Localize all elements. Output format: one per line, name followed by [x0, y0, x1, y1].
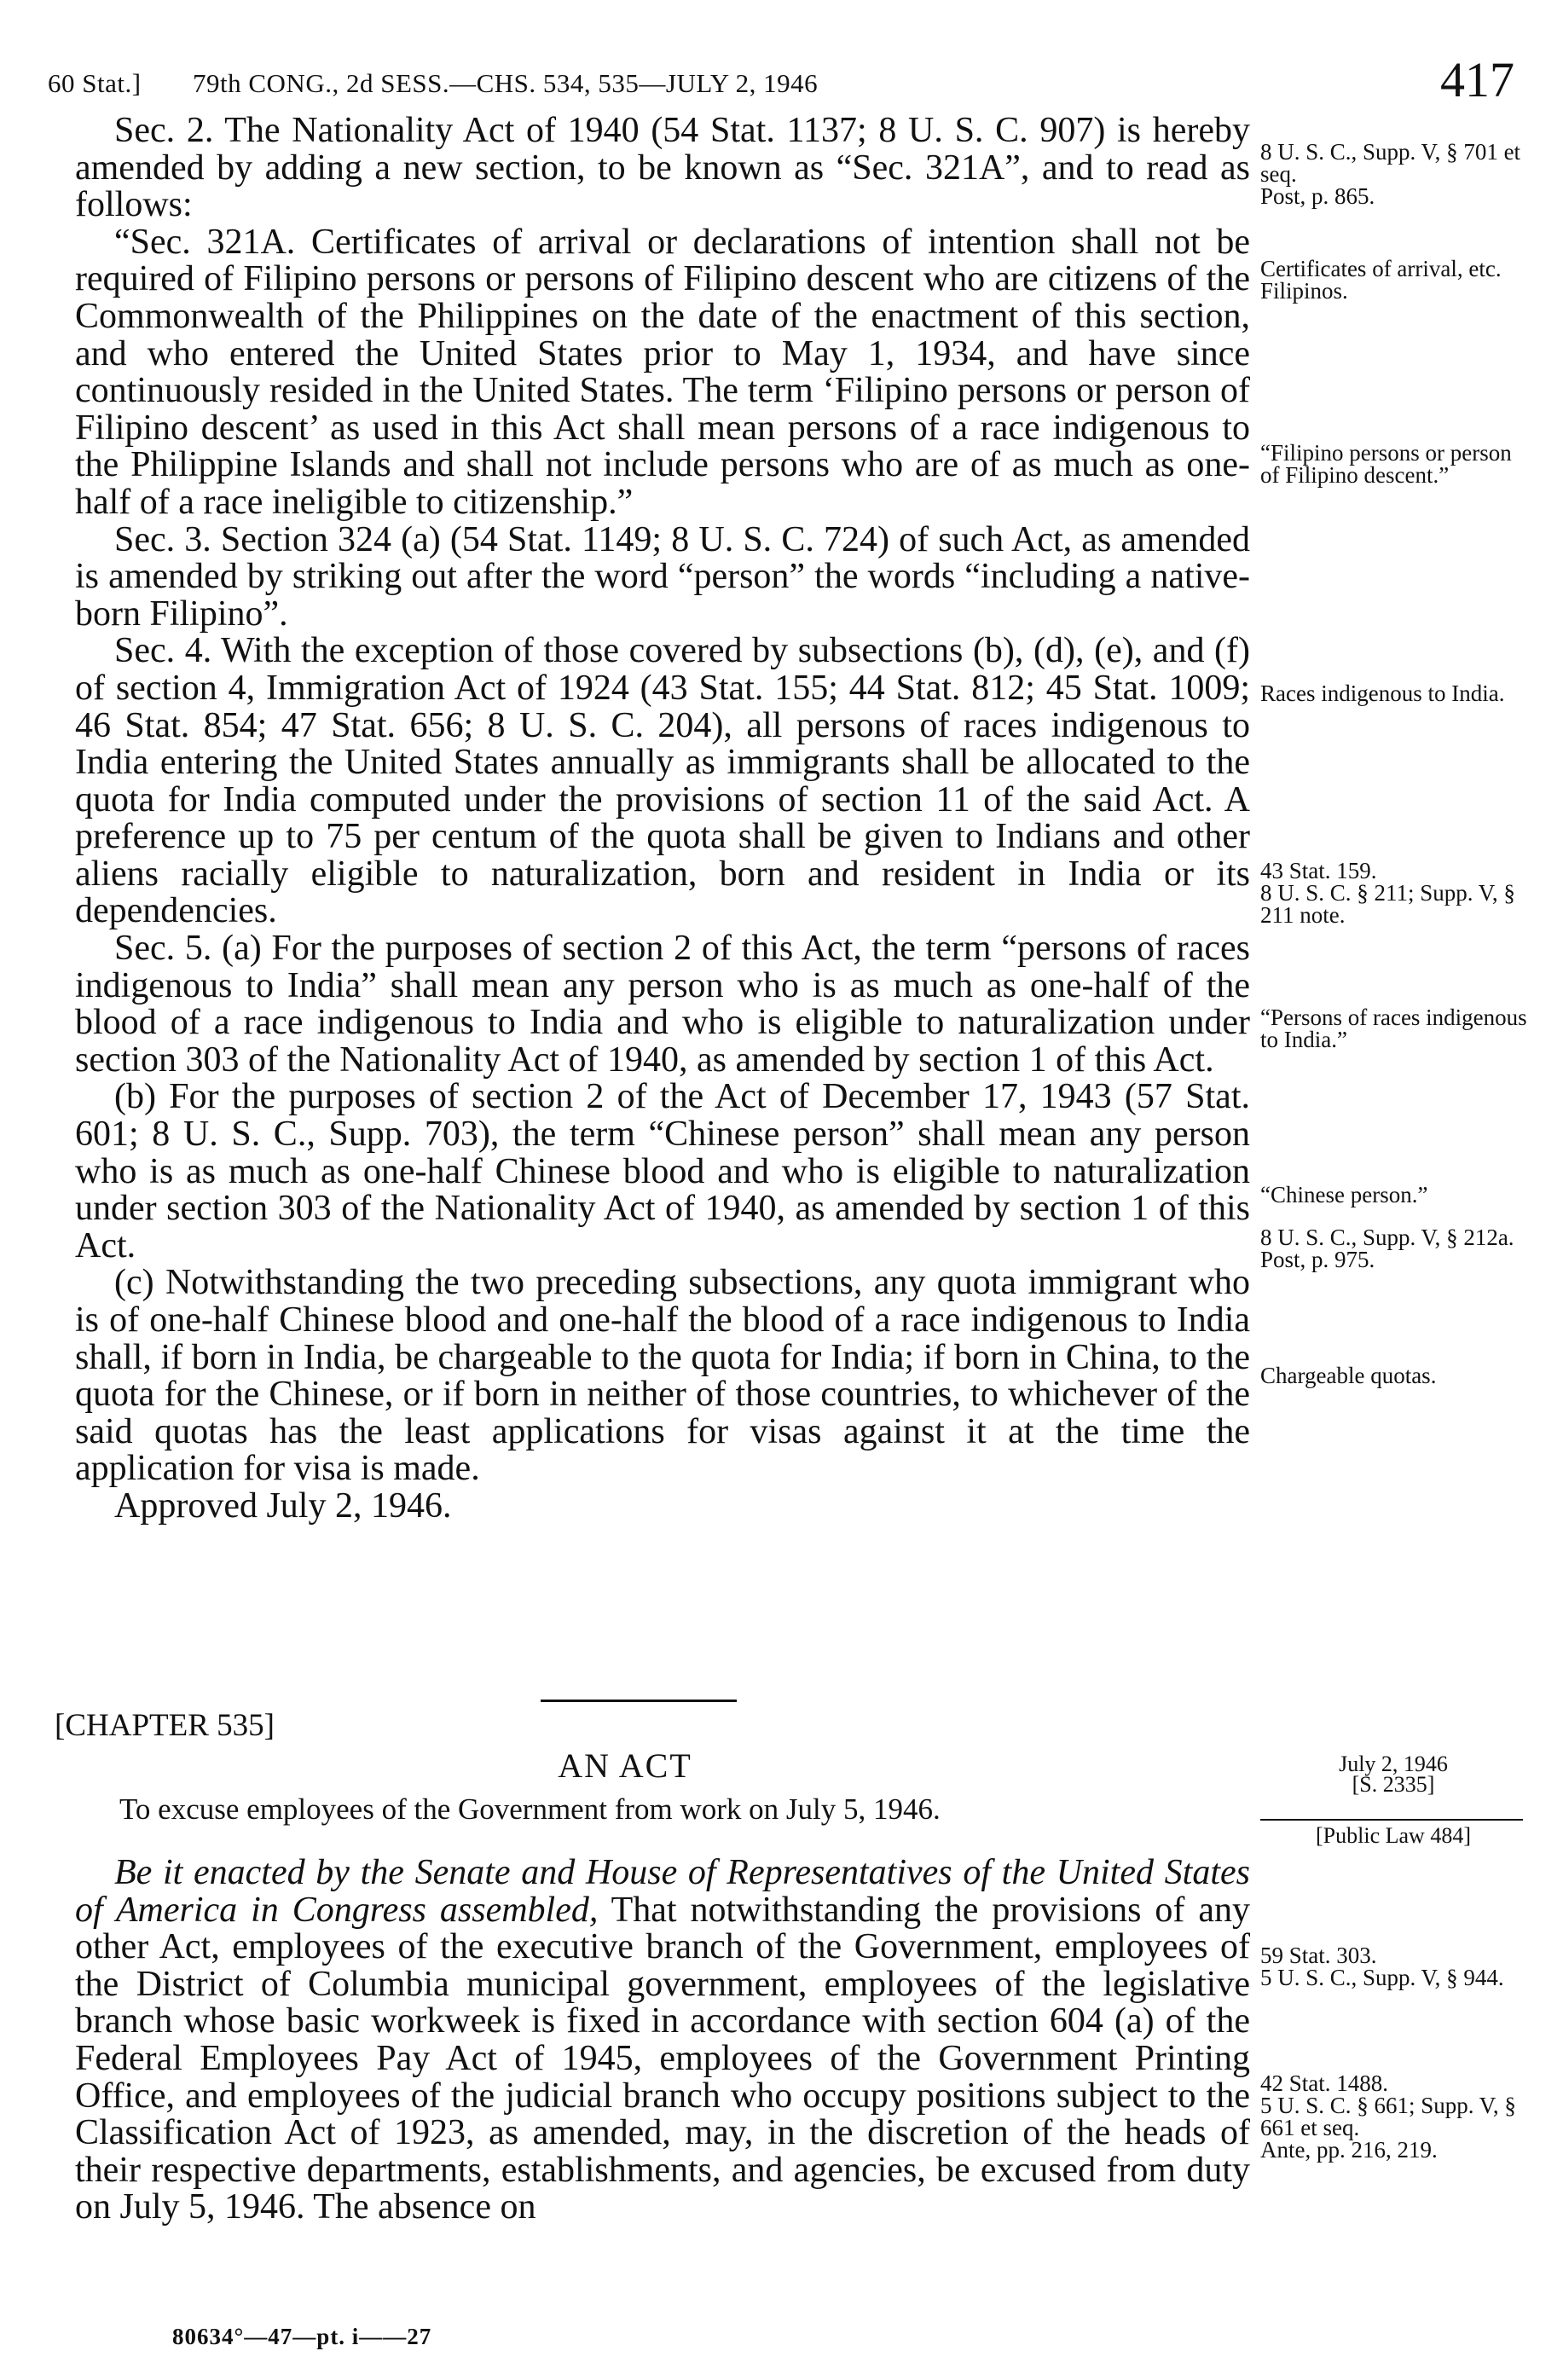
running-header: [48, 34, 1514, 119]
margin-note-filipino-descent: “Filipino persons or person of Filipino descent.”: [1260, 440, 1512, 488]
margin-note-chargeable-quotas: Chargeable quotas.: [1260, 1363, 1437, 1388]
margin-note-59-stat: 59 Stat. 303. 5 U. S. C., Supp. V, § 944.: [1260, 1943, 1504, 1990]
section-321a-paragraph: “Sec. 321A. Certificates of arrival or declarations of intention shall not be required of Filipino persons or persons of Filipino descent who are citizens of the Commonwealth of the Philippines on the date of the enactment of this section, and who entered the United States prior to May 1, 1934, and have since continuously resided in the United States. The term ‘Filipino persons or person of Filipino descent’ as used in this Act shall mean persons of a race indigenous to the Philippine Islands and shall not include persons who are of as much as one-half of a race ineligible to citizenship.”: [75, 222, 1250, 522]
enacting-clause: Be it enacted by the Senate and House of Representatives of the United States of America in Congress assembled,: [75, 1853, 1250, 1930]
section-5c-paragraph: (c) Notwithstanding the two preceding subsections, any quota immigrant who is of one-half Chinese blood and one-half the blood of a race indigenous to India shall, if born in India, be chargeable to the quota for India; if born in China, to the quota for the Chinese, or if born in neither of those countries, to whichever of the said quotas has the least applications for visas against it at the time the application for visa is made.: [75, 1263, 1250, 1489]
section-2-paragraph: Sec. 2. The Nationality Act of 1940 (54 Stat. 1137; 8 U. S. C. 907) is hereby amended by adding a new section, to be known as “Sec. 321A”, and to read as follows:: [75, 111, 1250, 225]
public-law-number: [Public Law 484]: [1316, 1823, 1471, 1848]
margin-note-persons-races: “Persons of races indigenous to India.”: [1260, 1005, 1527, 1052]
law-meta-rule: [1260, 1819, 1523, 1821]
section-divider: [541, 1700, 737, 1702]
margin-note-usc-212a: 8 U. S. C., Supp. V, § 212a. Post, p. 975.: [1260, 1225, 1514, 1272]
chapter-label: [CHAPTER 535]: [55, 1708, 275, 1743]
margin-note-43-stat: 43 Stat. 159. 8 U. S. C. § 211; Supp. V, § 211 note.: [1260, 858, 1515, 928]
margin-note-usc-701: 8 U. S. C., Supp. V, § 701 et seq. Post, p. 865.: [1260, 139, 1521, 209]
main-text: [75, 113, 1250, 1526]
enacting-paragraph: [75, 1855, 1250, 2227]
enacting-body: That notwithstanding the provisions of any other Act, employees of the executive branch of the Government, employees of the District of Columbia municipal government, employees of the legislative branch whose basic workweek is fixed in accordance with section 604 (a) of the Federal Employees Pay Act of 1945, employees of the Government Printing Office, and employees of the judicial branch who occupy positions subject to the Classification Act of 1923, as amended, may, in the discretion of the heads of their respective departments, establishments, and agencies, be excused from duty on July 5, 1946. The absence on: [75, 1890, 1251, 2227]
margin-note-races-india: Races indigenous to India.: [1260, 680, 1505, 706]
law-meta: [1277, 1754, 1509, 1795]
print-footer: 80634°—47—pt. i——27: [172, 2324, 432, 2349]
enacting-text: [75, 1855, 1250, 2227]
margin-note-42-stat: 42 Stat. 1488. 5 U. S. C. § 661; Supp. V, § 661 et seq. Ante, pp. 216, 219.: [1260, 2070, 1516, 2163]
margin-note-certificates: Certificates of arrival, etc. Filipinos.: [1260, 256, 1502, 304]
section-4-paragraph: Sec. 4. With the exception of those covered by subsections (b), (d), (e), and (f) of section 4, Immigration Act of 1924 (43 Stat. 155; 44 Stat. 812; 45 Stat. 1009; 46 Stat. 854; 47 Stat. 656; 8 U. S. C. 204), all persons of races indigenous to India entering the United States annually as immigrants shall be allocated to the quota for India computed under the provisions of section 11 of the said Act. A preference up to 75 per centum of the quota shall be given to Indians and other aliens racially eligible to naturalization, born and resident in India or its dependencies.: [75, 631, 1250, 931]
bill-number: [S. 2335]: [1352, 1772, 1435, 1797]
section-5a-paragraph: Sec. 5. (a) For the purposes of section 2 of this Act, the term “persons of races indigenous to India” shall mean any person who is as much as one-half of the blood of a race indigenous to India and who is eligible to naturalization under section 303 of the Nationality Act of 1940, as amended by section 1 of this Act.: [75, 929, 1250, 1080]
page-number: 417: [1440, 52, 1514, 107]
act-title: AN ACT: [558, 1746, 692, 1785]
act-purpose: To excuse employees of the Government from work on July 5, 1946.: [119, 1792, 941, 1826]
header-volume: 60 Stat.]: [48, 68, 142, 98]
approval-line: Approved July 2, 1946.: [114, 1485, 452, 1526]
section-5b-paragraph: (b) For the purposes of section 2 of the Act of December 17, 1943 (57 Stat. 601; 8 U. S. C., Supp. 703), the term “Chinese person” shall mean any person who is as much as one-half Chinese blood and who is eligible to naturalization under section 303 of the Nationality Act of 1940, as amended by section 1 of this Act.: [75, 1077, 1250, 1265]
law-date: July 2, 1946: [1339, 1752, 1448, 1776]
margin-note-chinese-person: “Chinese person.”: [1260, 1182, 1428, 1207]
header-session: 79th CONG., 2d SESS.—CHS. 534, 535—JULY 2, 1946: [193, 68, 819, 98]
section-3-paragraph: Sec. 3. Section 324 (a) (54 Stat. 1149; 8 U. S. C. 724) of such Act, as amended is amended by striking out after the word “person” the words “including a native-born Filipino”.: [75, 519, 1250, 634]
